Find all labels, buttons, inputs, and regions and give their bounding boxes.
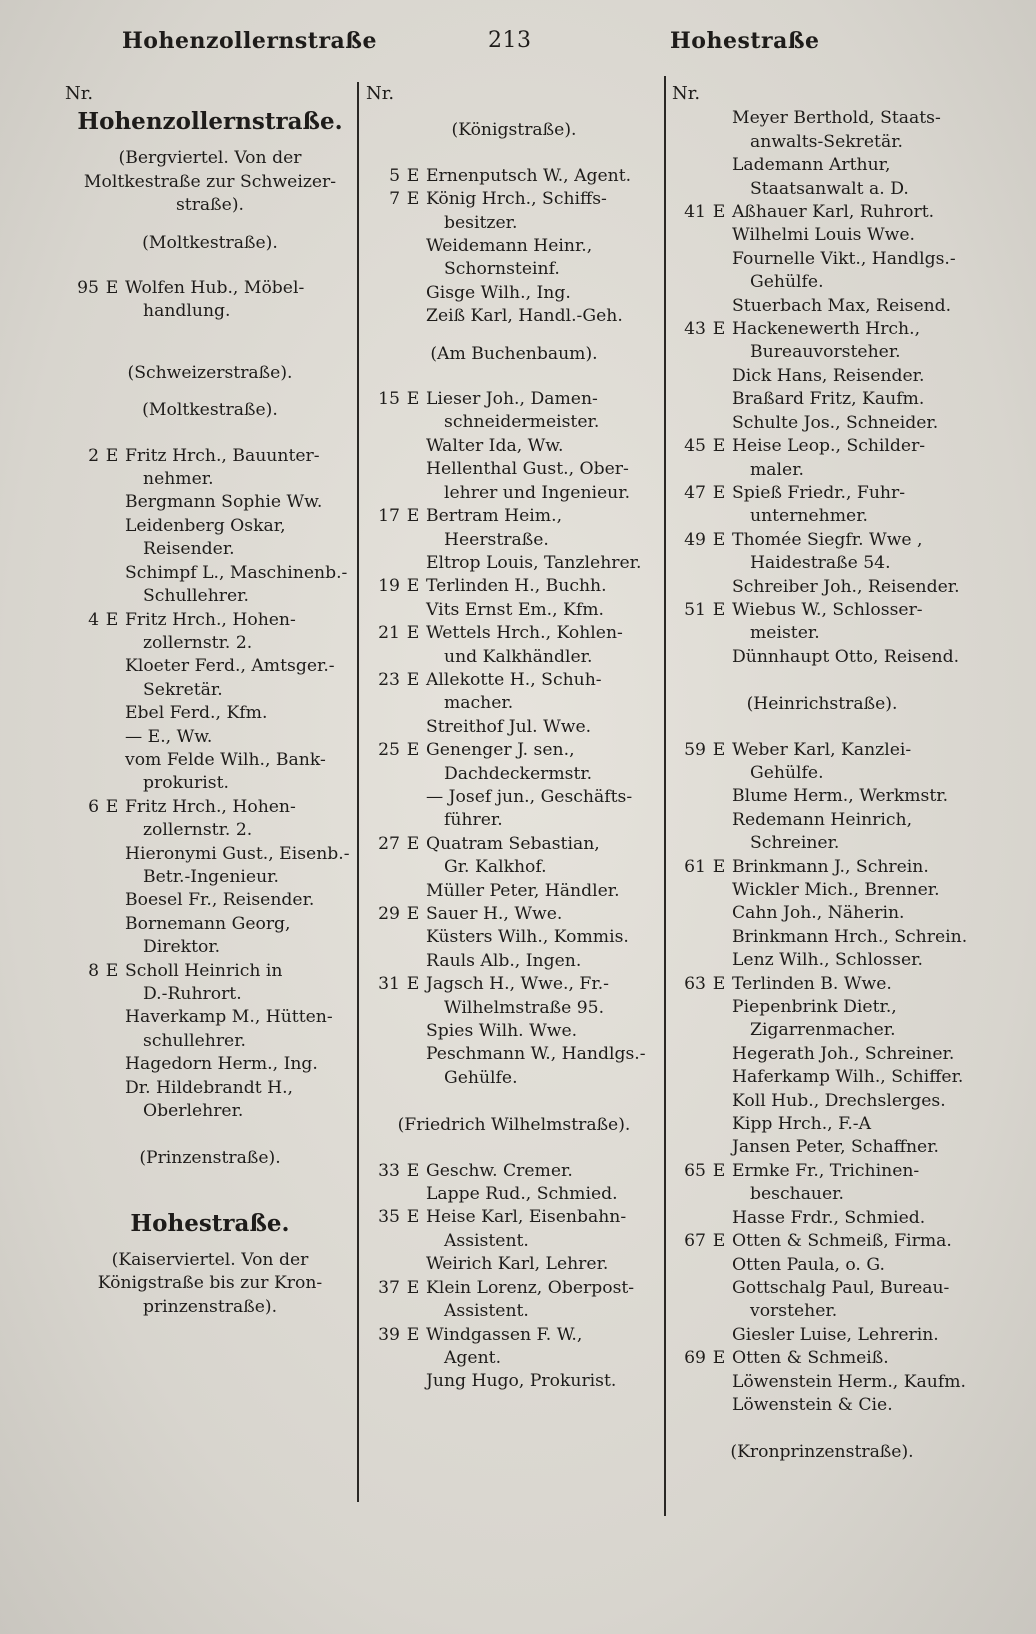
house-number: 65	[684, 1160, 706, 1181]
resident-cont: Betr.-Ingenieur.	[143, 866, 279, 887]
cross-street: (Heinrichstraße).	[746, 694, 898, 715]
resident: Leidenberg Oskar,	[125, 515, 286, 536]
resident: Giesler Luise, Lehrerin.	[732, 1324, 939, 1345]
owner-mark: E	[712, 436, 726, 457]
house-entry	[366, 739, 662, 762]
resident: Koll Hub., Drechslerges.	[732, 1090, 946, 1111]
owner-mark: E	[406, 1324, 420, 1345]
nr-heading: Nr.	[65, 83, 94, 104]
resident: Lieser Joh., Damen-	[426, 389, 598, 410]
resident: Hackenewerth Hrch.,	[732, 319, 921, 340]
resident: Peschmann W., Handlgs.-	[426, 1044, 646, 1065]
cross-street: (Am Buchenbaum).	[430, 343, 598, 364]
street-description: (Bergviertel. Von der Moltkestraße zur Schweizer-straße).	[83, 148, 337, 216]
owner-mark: E	[105, 796, 119, 817]
page-number: 213	[488, 28, 532, 53]
resident: Spies Wilh. Wwe.	[426, 1021, 578, 1042]
resident: Jung Hugo, Prokurist.	[426, 1371, 617, 1392]
house-entry	[65, 796, 355, 819]
resident-cont: handlung.	[143, 301, 231, 322]
house-entry	[65, 445, 355, 468]
resident: Piepenbrink Dietr.,	[732, 997, 897, 1018]
resident: Stuerbach Max, Reisend.	[732, 295, 952, 316]
owner-mark: E	[406, 1160, 420, 1181]
resident-cont: D.-Ruhrort.	[143, 984, 242, 1004]
running-header-left: Hohenzollernstraße	[122, 28, 378, 54]
owner-mark: E	[105, 278, 119, 299]
owner-mark: E	[712, 202, 726, 223]
resident: Ebel Ferd., Kfm.	[125, 703, 268, 724]
resident: Bertram Heim.,	[426, 506, 563, 527]
house-number: 17	[378, 506, 400, 527]
resident: Braßard Fritz, Kaufm.	[732, 389, 925, 410]
owner-mark: E	[406, 506, 420, 527]
resident: Müller Peter, Händler.	[426, 880, 620, 901]
house-entry	[672, 973, 972, 996]
owner-mark: E	[406, 576, 420, 597]
resident-cont: nehmer.	[143, 469, 214, 490]
house-entry	[65, 609, 355, 632]
owner-mark: E	[712, 739, 726, 760]
house-entry	[366, 388, 662, 411]
house-number: 8	[88, 960, 99, 981]
house-number: 61	[684, 856, 706, 877]
resident: Hieronymi Gust., Eisenb.-	[125, 843, 350, 864]
house-number: 5	[389, 165, 400, 186]
nr-heading: Nr.	[366, 83, 395, 104]
owner-mark: E	[406, 904, 420, 924]
resident: Scholl Heinrich in	[125, 960, 283, 981]
resident-cont: schneidermeister.	[444, 412, 600, 433]
resident-cont: Schreiner.	[750, 833, 840, 854]
resident: Allekotte H., Schuh-	[426, 669, 602, 690]
house-entry	[672, 599, 972, 622]
house-entry	[366, 1277, 662, 1300]
resident: Redemann Heinrich,	[732, 809, 913, 830]
resident-cont: maler.	[750, 459, 805, 480]
resident: Quatram Sebastian,	[426, 833, 600, 854]
owner-mark: E	[406, 740, 420, 761]
owner-mark: E	[105, 609, 119, 630]
house-entry	[672, 1160, 972, 1183]
resident: Lademann Arthur,	[732, 155, 891, 176]
resident: Dr. Hildebrandt H.,	[125, 1077, 294, 1098]
owner-mark: E	[712, 973, 726, 994]
resident-cont: vorsteher.	[750, 1301, 838, 1322]
resident: Weirich Karl, Lehrer.	[426, 1254, 609, 1275]
owner-mark: E	[406, 189, 420, 210]
resident-cont: Dachdeckermstr.	[444, 763, 593, 784]
resident: Hegerath Joh., Schreiner.	[732, 1043, 955, 1064]
house-entry	[366, 1206, 662, 1229]
owner-mark: E	[406, 1207, 420, 1228]
house-number: 29	[378, 904, 400, 924]
resident: Walter Ida, Ww.	[426, 435, 564, 456]
column-divider	[357, 82, 359, 1502]
owner-mark: E	[712, 1160, 726, 1181]
house-number: 41	[684, 202, 706, 223]
house-number: 45	[684, 436, 706, 457]
house-entry	[672, 318, 972, 341]
resident: Blume Herm., Werkmstr.	[732, 786, 949, 807]
house-number: 39	[378, 1324, 400, 1345]
house-number: 31	[378, 974, 400, 995]
resident-cont: meister.	[750, 623, 820, 644]
resident: Cahn Joh., Näherin.	[732, 903, 905, 924]
house-entry	[366, 505, 662, 528]
resident-cont: anwalts-Sekretär.	[750, 131, 903, 152]
resident: Lenz Wilh., Schlosser.	[732, 950, 923, 971]
resident: Sauer H., Wwe.	[426, 904, 563, 924]
resident-cont: Zigarrenmacher.	[750, 1020, 896, 1041]
resident: Löwenstein Herm., Kaufm.	[732, 1371, 966, 1392]
resident: Jansen Peter, Schaffner.	[732, 1137, 939, 1158]
owner-mark: E	[712, 529, 726, 550]
resident: Terlinden B. Wwe.	[732, 973, 892, 994]
house-number: 25	[378, 740, 400, 761]
owner-mark: E	[712, 599, 726, 620]
house-number: 95	[77, 278, 99, 299]
resident: Hellenthal Gust., Ober-	[426, 459, 629, 480]
resident-cont: Staatsanwalt a. D.	[750, 178, 909, 199]
house-number: 4	[88, 609, 99, 630]
house-number: 47	[684, 482, 706, 503]
resident: Wolfen Hub., Möbel-	[125, 278, 305, 299]
cross-street: (Friedrich Wilhelmstraße).	[397, 1115, 631, 1136]
house-number: 51	[684, 599, 706, 620]
cross-street: (Prinzenstraße).	[139, 1148, 281, 1169]
resident-cont: führer.	[444, 810, 503, 831]
resident: Otten & Schmeiß.	[732, 1348, 889, 1369]
resident: Kloeter Ferd., Amtsger.-	[125, 656, 335, 677]
resident-cont: Assistent.	[444, 1301, 529, 1322]
resident-cont: schullehrer.	[143, 1030, 246, 1051]
resident: Ermke Fr., Trichinen-	[732, 1160, 920, 1181]
resident: Bornemann Georg,	[125, 913, 291, 934]
resident: Geschw. Cremer.	[426, 1160, 573, 1181]
resident-cont: macher.	[444, 693, 514, 714]
house-entry	[366, 1160, 662, 1183]
resident: Fritz Hrch., Bauunter-	[125, 445, 320, 466]
resident: Wilhelmi Louis Wwe.	[732, 225, 915, 246]
resident-cont: unternehmer.	[750, 506, 869, 527]
resident-cont: Gr. Kalkhof.	[444, 857, 547, 878]
column-2	[366, 82, 662, 1394]
house-number: 15	[378, 389, 400, 410]
house-entry	[366, 669, 662, 692]
resident: Fritz Hrch., Hohen-	[125, 796, 296, 817]
resident: Eltrop Louis, Tanzlehrer.	[426, 552, 642, 573]
street-description: (Kaiserviertel. Von der Königstraße bis zur Kron-prinzenstraße).	[97, 1249, 323, 1317]
resident-cont: zollernstr. 2.	[143, 820, 253, 841]
street-title: Hohenzollernstraße.	[77, 108, 343, 136]
resident: Heise Leop., Schilder-	[732, 436, 926, 457]
resident: Kipp Hrch., F.-A	[732, 1114, 872, 1135]
resident: — Josef jun., Geschäfts-	[426, 786, 633, 807]
resident-cont: Heerstraße.	[444, 529, 549, 550]
resident: Terlinden H., Buchh.	[426, 576, 607, 597]
resident: Fournelle Vikt., Handlgs.-	[732, 248, 956, 269]
resident: Otten & Schmeiß, Firma.	[732, 1231, 952, 1252]
resident-cont: Schornsteinf.	[444, 259, 560, 280]
resident-cont: Gehülfe.	[444, 1067, 518, 1088]
resident: Küsters Wilh., Kommis.	[426, 927, 629, 948]
house-number: 37	[378, 1277, 400, 1298]
house-number: 7	[389, 189, 400, 210]
house-number: 67	[684, 1231, 706, 1252]
column-divider	[664, 76, 666, 1516]
resident-cont: Sekretär.	[143, 679, 223, 700]
resident: Schimpf L., Maschinenb.-	[125, 562, 348, 583]
resident-cont: Direktor.	[143, 937, 221, 958]
resident-cont: Bureauvorsteher.	[750, 342, 901, 363]
house-entry	[366, 575, 662, 598]
house-number: 49	[684, 529, 706, 550]
resident-cont: Assistent.	[444, 1230, 529, 1251]
resident: Gisge Wilh., Ing.	[426, 282, 571, 303]
resident: Wiebus W., Schlosser-	[732, 599, 923, 620]
street-title: Hohestraße.	[130, 1209, 290, 1237]
resident: Lappe Rud., Schmied.	[426, 1184, 618, 1205]
owner-mark: E	[406, 389, 420, 410]
resident: Genenger J. sen.,	[426, 740, 575, 761]
resident: Gottschalg Paul, Bureau-	[732, 1277, 950, 1298]
resident: vom Felde Wilh., Bank-	[125, 749, 326, 770]
resident: Heise Karl, Eisenbahn-	[426, 1207, 627, 1228]
owner-mark: E	[406, 623, 420, 644]
resident: Brinkmann Hrch., Schrein.	[732, 926, 968, 947]
owner-mark: E	[712, 482, 726, 503]
resident: Haferkamp Wilh., Schiffer.	[732, 1067, 964, 1088]
resident: Löwenstein & Cie.	[732, 1394, 893, 1415]
owner-mark: E	[406, 165, 420, 186]
resident: Hagedorn Herm., Ing.	[125, 1054, 318, 1075]
owner-mark: E	[406, 1277, 420, 1298]
resident: Jagsch H., Wwe., Fr.-	[426, 974, 609, 995]
nr-heading: Nr.	[672, 83, 701, 104]
resident-cont: prokurist.	[143, 773, 229, 794]
resident: Windgassen F. W.,	[426, 1324, 583, 1345]
house-entry	[366, 973, 662, 996]
owner-mark: E	[406, 669, 420, 690]
house-entry	[672, 482, 972, 505]
house-entry	[672, 201, 972, 224]
house-entry	[366, 165, 662, 188]
house-entry	[672, 435, 972, 458]
house-number: 35	[378, 1207, 400, 1228]
resident: Spieß Friedr., Fuhr-	[732, 482, 906, 503]
resident-cont: Oberlehrer.	[143, 1101, 244, 1122]
house-entry	[65, 960, 355, 983]
column-3	[672, 82, 972, 1477]
running-header-right: Hohestraße	[670, 28, 820, 54]
resident: — E., Ww.	[125, 726, 213, 747]
resident: Schulte Jos., Schneider.	[732, 412, 939, 433]
resident-cont: zollernstr. 2.	[143, 632, 253, 653]
resident: Schreiber Joh., Reisender.	[732, 576, 960, 597]
resident-cont: Gehülfe.	[750, 762, 824, 783]
owner-mark: E	[105, 960, 119, 981]
resident: Zeiß Karl, Handl.-Geh.	[426, 306, 623, 327]
cross-street: (Königstraße).	[451, 120, 577, 141]
resident-cont: beschauer.	[750, 1184, 844, 1205]
house-entry	[366, 1324, 662, 1347]
house-entry	[366, 188, 662, 211]
owner-mark: E	[105, 445, 119, 466]
resident: Fritz Hrch., Hohen-	[125, 609, 296, 630]
resident: Ernenputsch W., Agent.	[426, 165, 632, 186]
house-entry	[672, 529, 972, 552]
resident: Thomée Siegfr. Wwe ,	[732, 529, 923, 550]
house-number: 27	[378, 833, 400, 854]
resident: Meyer Berthold, Staats-	[732, 108, 941, 129]
resident: Weidemann Heinr.,	[426, 236, 593, 257]
resident-cont: und Kalkhändler.	[444, 646, 593, 667]
resident: Wettels Hrch., Kohlen-	[426, 623, 623, 644]
resident: Rauls Alb., Ingen.	[426, 950, 582, 971]
resident-cont: Haidestraße 54.	[750, 553, 891, 574]
house-entry	[65, 277, 355, 300]
cross-street: (Moltkestraße).	[142, 400, 278, 421]
resident: Hasse Frdr., Schmied.	[732, 1207, 926, 1228]
resident: Haverkamp M., Hütten-	[125, 1007, 333, 1028]
resident-cont: lehrer und Ingenieur.	[444, 482, 631, 503]
house-number: 6	[88, 796, 99, 817]
resident-cont: Reisender.	[143, 539, 235, 560]
resident: Bergmann Sophie Ww.	[125, 492, 323, 513]
house-entry	[672, 1347, 972, 1370]
cross-street: (Moltkestraße).	[142, 232, 278, 253]
resident: Wickler Mich., Brenner.	[732, 880, 940, 900]
resident-cont: Schullehrer.	[143, 586, 249, 607]
house-entry	[366, 833, 662, 856]
house-entry	[366, 622, 662, 645]
resident: Vits Ernst Em., Kfm.	[426, 599, 605, 620]
house-number: 43	[684, 319, 706, 340]
resident-cont: Wilhelmstraße 95.	[444, 997, 605, 1018]
owner-mark: E	[712, 1231, 726, 1252]
owner-mark: E	[712, 319, 726, 340]
house-entry	[672, 856, 972, 879]
resident-cont: Agent.	[444, 1347, 502, 1368]
resident: Weber Karl, Kanzlei-	[732, 739, 912, 760]
owner-mark: E	[712, 856, 726, 877]
house-number: 69	[684, 1348, 706, 1369]
house-number: 21	[378, 623, 400, 644]
column-1	[65, 82, 355, 1333]
cross-street: (Schweizerstraße).	[127, 362, 293, 383]
house-number: 59	[684, 739, 706, 760]
house-number: 2	[88, 445, 99, 466]
resident: Aßhauer Karl, Ruhrort.	[732, 202, 935, 223]
resident-cont: Gehülfe.	[750, 272, 824, 293]
owner-mark: E	[406, 974, 420, 995]
resident-cont: besitzer.	[444, 212, 518, 233]
resident: Klein Lorenz, Oberpost-	[426, 1277, 635, 1298]
house-entry	[672, 739, 972, 762]
house-entry	[672, 1230, 972, 1253]
house-number: 19	[378, 576, 400, 597]
resident: Dünnhaupt Otto, Reisend.	[732, 646, 960, 667]
resident: Brinkmann J., Schrein.	[732, 856, 929, 877]
resident: Boesel Fr., Reisender.	[125, 890, 315, 911]
resident: Otten Paula, o. G.	[732, 1254, 885, 1275]
owner-mark: E	[712, 1348, 726, 1369]
cross-street: (Kronprinzenstraße).	[730, 1442, 914, 1463]
owner-mark: E	[406, 833, 420, 854]
house-number: 63	[684, 973, 706, 994]
resident: Dick Hans, Reisender.	[732, 365, 925, 386]
house-number: 33	[378, 1160, 400, 1181]
house-number: 23	[378, 669, 400, 690]
house-entry	[366, 903, 662, 926]
resident: Streithof Jul. Wwe.	[426, 716, 592, 737]
resident: König Hrch., Schiffs-	[426, 189, 607, 210]
